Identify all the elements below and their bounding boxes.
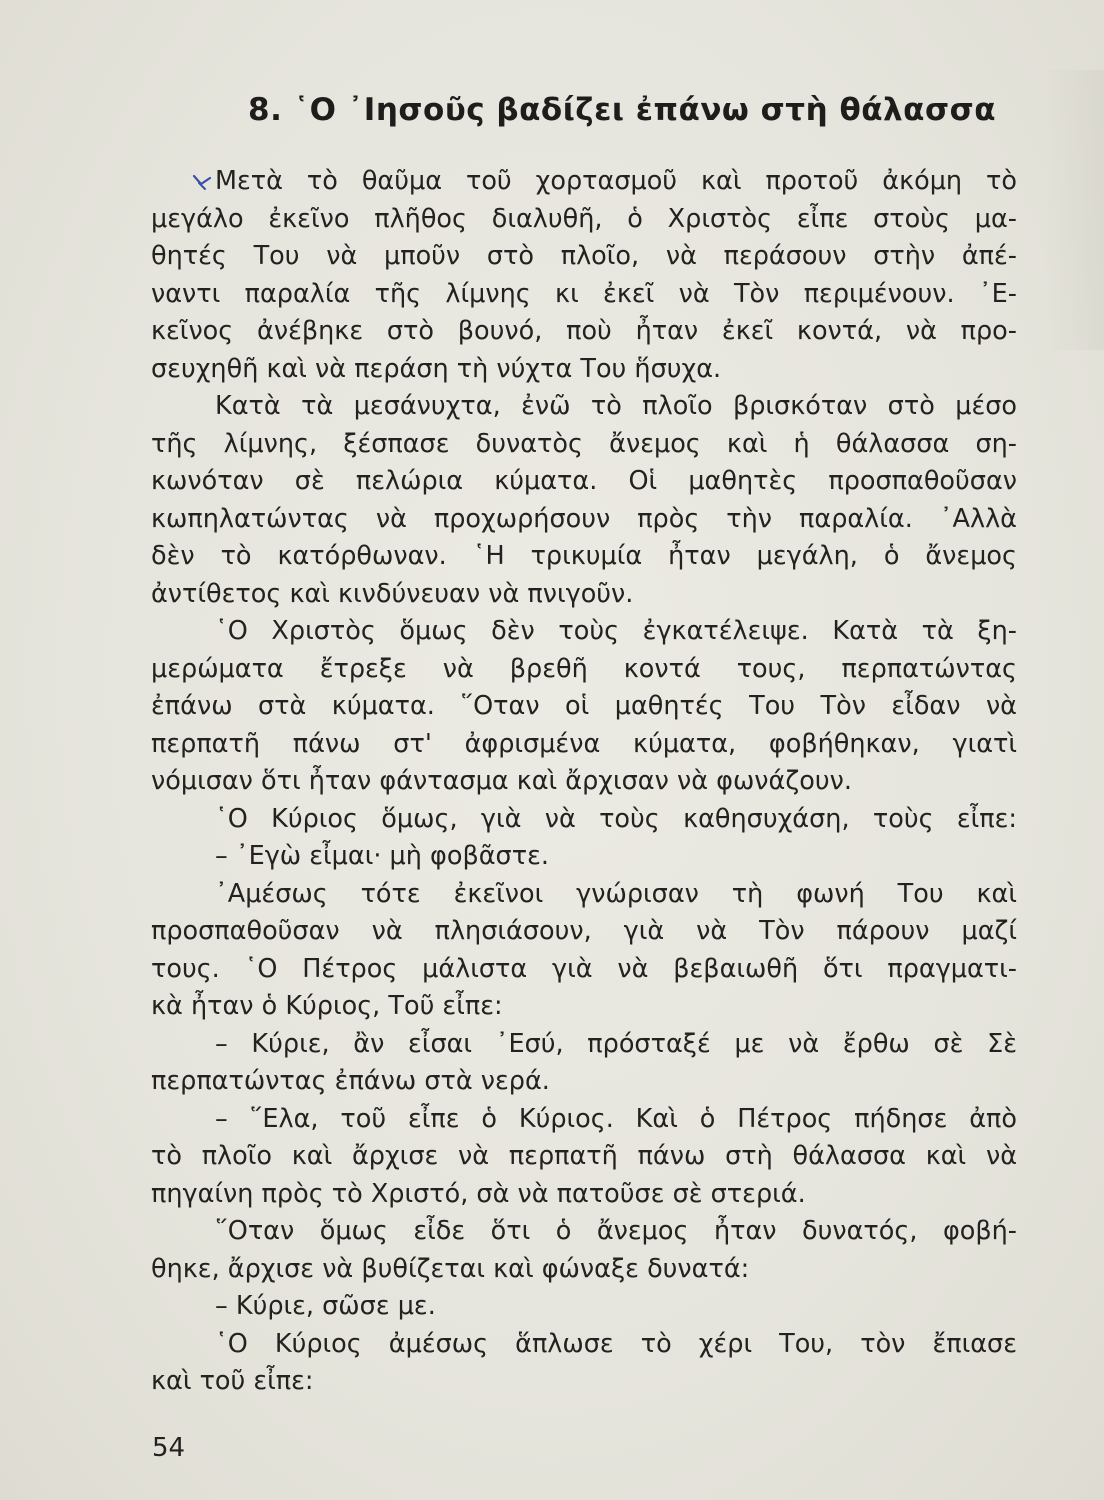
text-line: νόμισαν ὅτι ἦταν φάντασμα καὶ ἄρχισαν νὰ φωνάζουν.	[151, 766, 852, 796]
text-line: θητές Του νὰ μποῦν στὸ πλοῖο, νὰ περάσουν στὴν ἀπέ-	[151, 241, 1017, 271]
text-line: δὲν τὸ κατόρθωναν. ῾Η τρικυμία ἦταν μεγάλη, ὁ ἄνεμος	[151, 541, 1017, 571]
text-line: ῾Ο Κύριος ὅμως, γιὰ νὰ τοὺς καθησυχάση, τοὺς εἶπε:	[215, 803, 1017, 834]
text-line: Κατὰ τὰ μεσάνυχτα, ἐνῶ τὸ πλοῖο βρισκόταν στὸ μέσο	[215, 391, 1017, 421]
text-line: κεῖνος ἀνέβηκε στὸ βουνό, ποὺ ἦταν ἐκεῖ κοντά, νὰ προ-	[151, 316, 1017, 346]
text-line: κωνόταν σὲ πελώρια κύματα. Οἱ μαθητὲς προσπαθοῦσαν	[151, 466, 1017, 496]
text-line: ναντι παραλία τῆς λίμνης κι ἐκεῖ νὰ Τὸν περιμένουν. ᾿Ε-	[151, 278, 1017, 309]
chapter-title: 8. ῾Ο ᾿Ιησοῦς βαδίζει ἐπάνω στὴ θάλασσα	[248, 92, 997, 128]
text-line: – ᾿Εγὼ εἶμαι· μὴ φοβᾶστε.	[215, 841, 549, 871]
text-line: ᾿Αμέσως τότε ἐκεῖνοι γνώρισαν τὴ φωνή Του καὶ	[215, 878, 1017, 909]
text-line: μεγάλο ἐκεῖνο πλῆθος διαλυθῆ, ὁ Χριστὸς εἶπε στοὺς μα-	[151, 203, 1017, 234]
text-line: ἀντίθετος καὶ κινδύνευαν νὰ πνιγοῦν.	[151, 578, 634, 609]
text-line: σευχηθῆ καὶ νὰ περάση τὴ νύχτα Του ἥσυχα.	[151, 353, 722, 384]
pen-checkmark-icon	[191, 172, 213, 192]
text-line: ῾Ο Κύριος ἀμέσως ἅπλωσε τὸ χέρι Του, τὸν ἔπιασε	[215, 1328, 1017, 1359]
text-line: τους. ῾Ο Πέτρος μάλιστα γιὰ νὰ βεβαιωθῆ ὅτι πραγματι-	[151, 953, 1017, 984]
bleed-through-shadow	[1044, 70, 1104, 350]
text-line: τὸ πλοῖο καὶ ἄρχισε νὰ περπατῆ πάνω στὴ θάλασσα καὶ νὰ	[151, 1141, 1017, 1171]
page-number: 54	[152, 1433, 186, 1463]
text-line: ἐπάνω στὰ κύματα. ῞Οταν οἱ μαθητές Του Τὸν εἶδαν νὰ	[151, 691, 1017, 721]
text-line: προσπαθοῦσαν νὰ πλησιάσουν, γιὰ νὰ Τὸν πάρουν μαζί	[151, 916, 1017, 946]
text-line: – Κύριε, σῶσε με.	[215, 1291, 436, 1321]
text-line: πηγαίνη πρὸς τὸ Χριστό, σὰ νὰ πατοῦσε σὲ στεριά.	[151, 1178, 806, 1209]
text-line: θηκε, ἄρχισε νὰ βυθίζεται καὶ φώναξε δυνατά:	[151, 1253, 750, 1284]
text-line: καὶ τοῦ εἶπε:	[151, 1366, 314, 1396]
text-line: περπατῆ πάνω στ' ἀφρισμένα κύματα, φοβήθηκαν, γιατὶ	[151, 728, 1017, 759]
text-line: περπατώντας ἐπάνω στὰ νερά.	[151, 1066, 550, 1096]
text-line: κωπηλατώντας νὰ προχωρήσουν πρὸς τὴν παραλία. ᾿Αλλὰ	[151, 503, 1017, 534]
text-line: ῾Ο Χριστὸς ὅμως δὲν τοὺς ἐγκατέλειψε. Κατὰ τὰ ξη-	[215, 616, 1017, 646]
text-line: μερώματα ἔτρεξε νὰ βρεθῆ κοντά τους, περπατώντας	[151, 653, 1017, 684]
text-line: – Κύριε, ἂν εἶσαι ᾿Εσύ, πρόσταξέ με νὰ ἔρθω σὲ Σὲ	[215, 1028, 1017, 1059]
text-line: κὰ ἦταν ὁ Κύριος, Τοῦ εἶπε:	[151, 991, 503, 1021]
chapter-body	[151, 163, 1017, 1401]
text-line	[151, 163, 1017, 201]
text-line: – ῞Ελα, τοῦ εἶπε ὁ Κύριος. Καὶ ὁ Πέτρος πήδησε ἀπὸ	[215, 1103, 1017, 1134]
text-line: τῆς λίμνης, ξέσπασε δυνατὸς ἄνεμος καὶ ἡ θάλασσα ση-	[151, 428, 1017, 459]
text-line-content: Μετὰ τὸ θαῦμα τοῦ χορτασμοῦ καὶ προτοῦ ἀκόμη τὸ	[215, 166, 1017, 196]
text-line: ῞Οταν ὅμως εἶδε ὅτι ὁ ἄνεμος ἦταν δυνατός, φοβή-	[215, 1216, 1017, 1246]
